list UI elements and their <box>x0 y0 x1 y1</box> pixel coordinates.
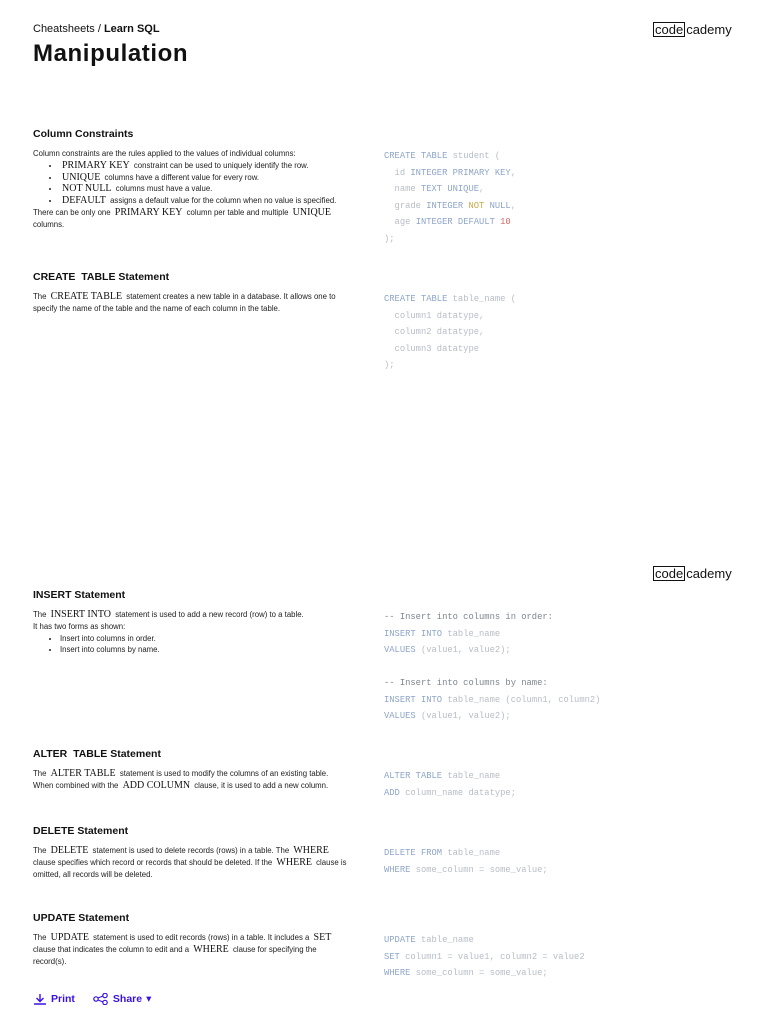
logo-box-text: code <box>655 566 684 581</box>
code-block-create-table <box>384 291 516 374</box>
delete-description <box>33 845 348 880</box>
print-button[interactable] <box>33 993 75 1005</box>
code-token: column1 = value1, column2 = value2 <box>399 951 585 962</box>
list-item: • Insert into columns in order. <box>60 633 348 645</box>
code-token: student ( <box>447 151 501 161</box>
insert-desc-line <box>33 609 348 621</box>
keyword: INSERT INTO <box>50 609 112 620</box>
code-token: id <box>384 167 411 178</box>
keyword: UNIQUE <box>292 206 331 218</box>
code-comment: -- Insert into columns in order: <box>384 612 553 622</box>
chevron-down-icon: ▾ <box>146 993 152 1005</box>
section-title-delete: DELETE Statement <box>33 825 129 837</box>
code-block-column-constraints <box>384 148 516 247</box>
desc-text: clause, it is used to add a new column. <box>194 780 329 790</box>
alter-table-description <box>33 768 348 792</box>
breadcrumb-separator: / <box>94 23 104 35</box>
list-item-text: assigns a default value for the column when no value is specified. <box>110 196 337 206</box>
keyword: ADD COLUMN <box>122 779 191 791</box>
code-token: WHERE <box>384 968 411 978</box>
code-token: table_name <box>442 848 501 858</box>
codecademy-logo[interactable] <box>653 566 732 581</box>
breadcrumb <box>33 23 160 35</box>
code-block-alter-table <box>384 768 516 801</box>
code-block-insert <box>384 609 600 725</box>
keyword: PRIMARY KEY <box>62 159 130 171</box>
keyword: WHERE <box>293 845 329 856</box>
code-comment: -- Insert into columns by name: <box>384 678 548 688</box>
breadcrumb-learn-sql[interactable]: Learn SQL <box>103 23 160 35</box>
list-item <box>60 172 348 184</box>
page-title: Manipulation <box>33 40 189 67</box>
desc-text: The <box>33 846 47 855</box>
create-table-description <box>33 291 348 315</box>
code-token: INTEGER DEFAULT <box>415 217 501 227</box>
list-item-text: columns have a different value for every row. <box>104 172 260 182</box>
insert-forms-list <box>33 633 348 657</box>
code-token: INSERT INTO <box>384 694 443 705</box>
list-item: • Insert into columns by name. <box>60 644 348 656</box>
section-title-create-table <box>33 271 169 283</box>
code-token: NULL <box>489 200 511 211</box>
code-token: column2 datatype, <box>384 327 485 337</box>
desc-text: clause specifies which record or records that should be deleted. If the <box>33 857 273 867</box>
desc-text: The <box>33 610 47 619</box>
outro-text: columns. <box>33 219 65 229</box>
title-part: TABLE Statement <box>73 748 161 760</box>
keyword: SET <box>313 932 332 943</box>
outro-text: There can be only one <box>33 207 111 217</box>
list-item <box>60 195 348 207</box>
section-title-update: UPDATE Statement <box>33 912 130 924</box>
desc-text: statement is used to add a new record (row) to a table. <box>115 610 304 619</box>
outro-text: column per table and multiple <box>186 207 289 217</box>
desc-text: clause for specifying the record(s). <box>33 944 317 966</box>
desc-text: The <box>33 933 47 942</box>
column-constraints-list <box>33 160 348 207</box>
keyword: NOT NULL <box>62 183 112 195</box>
code-token: ); <box>384 360 395 370</box>
code-token: SET <box>384 951 400 962</box>
keyword: UPDATE <box>50 932 89 943</box>
desc-text: clause is omitted, all records will be deleted. <box>33 857 347 879</box>
code-token: age <box>384 217 416 227</box>
code-token: INTEGER <box>426 200 469 211</box>
title-part: TABLE Statement <box>81 271 170 283</box>
keyword: ALTER TABLE <box>50 768 116 779</box>
desc-text: statement creates a new table in a database. It allows one to specify the name of the table and the name of each column in the table. <box>33 292 336 313</box>
insert-desc-forms: It has two forms as shown: <box>33 621 126 631</box>
desc-text: clause that indicates the column to edit and a <box>33 944 190 954</box>
code-token: column_name datatype; <box>399 787 516 798</box>
code-token: CREATE TABLE <box>384 151 448 161</box>
code-token: , <box>479 184 485 194</box>
code-token: , <box>510 167 516 178</box>
desc-text: statement is used to modify the columns of an existing table. When combined with the <box>33 769 329 790</box>
keyword: DELETE <box>50 845 89 856</box>
code-token: column1 datatype, <box>384 310 485 321</box>
share-button[interactable] <box>93 993 151 1005</box>
code-token: INSERT INTO <box>384 628 443 639</box>
code-token: WHERE <box>384 864 411 875</box>
column-constraints-outro <box>33 207 348 231</box>
list-item <box>60 160 348 172</box>
code-token: TEXT UNIQUE <box>420 184 480 194</box>
code-token: CREATE TABLE <box>384 294 448 304</box>
column-constraints-description <box>33 148 348 231</box>
share-icon <box>93 993 109 1005</box>
keyword: PRIMARY KEY <box>114 206 183 218</box>
logo-rest-text: cademy <box>686 22 732 37</box>
desc-text: The <box>33 769 47 778</box>
code-token: grade <box>384 200 427 211</box>
code-token: column3 datatype <box>384 343 480 354</box>
section-title-alter-table <box>33 748 161 760</box>
keyword: UNIQUE <box>62 171 101 183</box>
logo-box-text: code <box>655 22 684 37</box>
code-token: (value1, value2); <box>415 645 511 655</box>
section-title-column-constraints: Column Constraints <box>33 128 134 140</box>
title-part: CREATE <box>33 271 76 283</box>
code-token: table_name <box>442 628 501 639</box>
code-token: 10 <box>500 217 511 227</box>
footer-actions <box>33 993 151 1005</box>
code-block-update <box>384 932 585 982</box>
desc-text: statement is used to delete records (rows) in a table. The <box>92 846 290 855</box>
column-constraints-intro: Column constraints are the rules applied to the values of individual columns: <box>33 149 296 158</box>
keyword: WHERE <box>276 856 312 868</box>
keyword: DEFAULT <box>62 195 106 207</box>
code-token: table_name <box>415 935 474 945</box>
code-token: name <box>384 184 421 194</box>
print-label: Print <box>51 993 75 1005</box>
code-token: VALUES <box>384 711 416 721</box>
code-token: ALTER TABLE <box>384 771 443 781</box>
keyword: WHERE <box>193 943 229 955</box>
code-token: VALUES <box>384 645 416 655</box>
code-token: ); <box>384 233 395 244</box>
code-block-delete <box>384 845 548 878</box>
desc-text: The <box>33 292 47 301</box>
list-item-text: constraint can be used to uniquely identify the row. <box>133 160 309 170</box>
code-token: , <box>510 200 516 211</box>
title-part: ALTER <box>33 748 68 760</box>
logo-rest-text: cademy <box>686 566 732 581</box>
code-token: some_column = some_value; <box>410 968 548 978</box>
code-token: some_column = some_value; <box>410 864 548 875</box>
download-icon <box>33 993 47 1005</box>
list-item <box>60 183 348 195</box>
breadcrumb-cheatsheets[interactable]: Cheatsheets <box>33 23 95 35</box>
share-label: Share <box>112 993 143 1005</box>
code-token: INTEGER PRIMARY KEY <box>410 167 511 178</box>
code-token: NOT <box>468 200 485 211</box>
update-description <box>33 932 348 967</box>
keyword: CREATE TABLE <box>50 291 123 302</box>
code-token: (value1, value2); <box>415 711 511 721</box>
code-token: table_name ( <box>447 294 516 304</box>
code-token: DELETE FROM <box>384 848 443 858</box>
section-title-insert: INSERT Statement <box>33 589 126 601</box>
code-token: table_name <box>442 771 501 781</box>
list-item-text: columns must have a value. <box>115 184 213 194</box>
code-token: table_name (column1, column2) <box>442 694 601 705</box>
code-token: UPDATE <box>384 935 416 945</box>
codecademy-logo[interactable] <box>653 22 732 37</box>
desc-text: statement is used to edit records (rows) in a table. It includes a <box>93 933 310 942</box>
code-token: ADD <box>384 787 400 798</box>
insert-description <box>33 609 348 656</box>
